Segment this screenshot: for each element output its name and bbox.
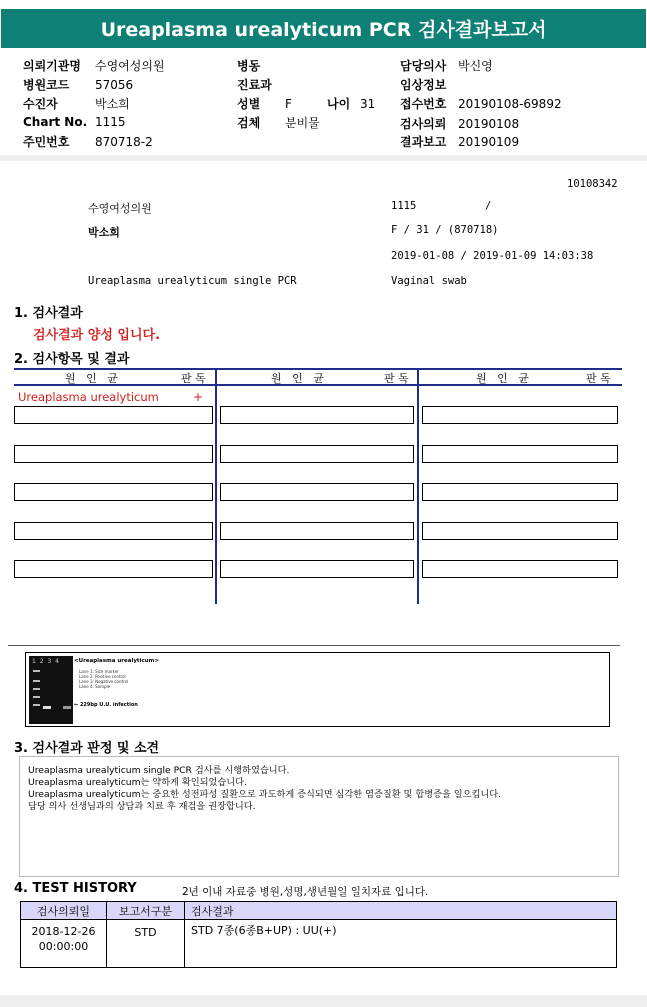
organism-name: Ureaplasma urealyticum (18, 390, 159, 404)
summary-clinic: 수영여성의원 (88, 202, 152, 215)
finding-line: 담당 의사 선생님과의 상담과 치료 후 재검을 권장합니다. (28, 801, 256, 812)
gel-band (33, 704, 40, 706)
history-table (20, 901, 617, 968)
gel-lane-1: Lane 1: Size marker (79, 669, 119, 674)
history-note: 2년 이내 자료중 병원,성명,생년월일 일치자료 입니다. (182, 886, 429, 898)
summary-gender-age: F / 31 / (870718) (391, 224, 499, 236)
header-field-ward: 병동 (237, 59, 261, 73)
header-field-age: 나이 31 (327, 97, 376, 111)
gel-band (33, 696, 40, 698)
gel-band-sample (63, 706, 71, 709)
summary-patient: 박소희 (88, 226, 120, 239)
header-divider (0, 155, 647, 161)
finding-line: Ureaplasma urealyticum single PCR 검사를 시행하였습니다. (28, 765, 290, 776)
summary-specimen: Vaginal swab (391, 275, 467, 287)
gel-title: <Ureaplasma urealyticum> (74, 658, 159, 664)
history-type: STD (107, 920, 185, 968)
gel-band-note: ← 229bp U.U. infection (74, 702, 138, 708)
gel-image-panel (25, 652, 610, 727)
summary-chart-slash: / (485, 200, 492, 212)
header-field-clinical-info: 임상정보 (400, 78, 447, 92)
gel-lane-3: Lane 3: Negative control (79, 679, 129, 684)
col-header-organism-2: 원 인 균 (271, 372, 324, 385)
result-cell (422, 406, 618, 424)
result-cell (14, 522, 213, 540)
col-header-judge-2: 판 독 (384, 372, 409, 385)
gel-band (33, 680, 40, 682)
history-result: STD 7종(6종B+UP) : UU(+) (185, 920, 617, 968)
result-table-divider-1 (215, 368, 217, 604)
result-table-divider-2 (417, 368, 419, 604)
summary-dates: 2019-01-08 / 2019-01-09 14:03:38 (391, 250, 594, 262)
history-time: 00:00:00 (38, 940, 89, 953)
section4-title: 4. TEST HISTORY (14, 881, 137, 896)
summary-chart: 1115 (391, 200, 417, 212)
summary-test-name: Ureaplasma urealyticum single PCR (88, 275, 297, 287)
header-field-hospital-code: 병원코드 57056 (23, 78, 134, 92)
section1-title: 1. 검사결과 (14, 306, 83, 321)
header-field-patient: 수진자 박소희 (23, 97, 130, 111)
header-field-request-date: 검사의뢰 20190108 (400, 117, 520, 131)
finding-line: Ureaplasma urealyticum는 약하게 확인되었습니다. (28, 777, 247, 788)
result-cell (14, 483, 213, 501)
col-header-organism-1: 원 인 균 (65, 372, 118, 385)
table-row (21, 920, 617, 968)
gel-lane-4: Lane 4: Sample (79, 684, 111, 689)
report-code: 10108342 (567, 178, 618, 190)
section-divider (8, 645, 620, 646)
col-header-judge-1: 판 독 (181, 372, 206, 385)
col-header-organism-3: 원 인 균 (476, 372, 529, 385)
report-title: Ureaplasma urealyticum PCR 검사결과보고서 (1, 9, 646, 48)
gel-image (29, 656, 73, 724)
result-cell (220, 445, 414, 463)
result-cell (14, 560, 213, 578)
header-field-chart-no: Chart No. 1115 (23, 115, 126, 129)
header-field-gender: 성별 F (237, 97, 292, 111)
history-header-type: 보고서구분 (107, 902, 185, 920)
header-field-doctor: 담당의사 박신영 (400, 59, 493, 73)
result-cell (422, 483, 618, 501)
result-cell (14, 445, 213, 463)
header-field-department: 진료과 (237, 78, 272, 92)
gel-lane-2: Lane 2: Positive control (79, 674, 126, 679)
organism-judgement: + (193, 390, 204, 404)
gel-lane-numbers: 1 2 3 4 (32, 658, 60, 665)
header-field-report-date: 결과보고 20190109 (400, 135, 520, 149)
result-cell (422, 560, 618, 578)
section2-title: 2. 검사항목 및 결과 (14, 352, 130, 367)
result-cell (422, 522, 618, 540)
header-field-resident-no: 주민번호 870718-2 (23, 135, 153, 149)
history-date: 2018-12-26 (31, 925, 96, 938)
header-field-specimen: 검체 분비물 (237, 116, 320, 130)
result-cell (220, 560, 414, 578)
header-field-clinic: 의뢰기관명 수영여성의원 (23, 59, 165, 73)
result-cell (14, 406, 213, 424)
positive-result-text: 검사결과 양성 입니다. (33, 328, 161, 343)
gel-band-positive (43, 706, 51, 709)
finding-line: Ureaplasma urealyticum는 중요한 성전파성 질환으로 과도하게 증식되면 심각한 염증질환 및 합병증을 일으킵니다. (28, 789, 502, 800)
result-cell (220, 406, 414, 424)
gel-band (33, 670, 40, 672)
header-field-receipt-no: 접수번호 20190108-69892 (400, 97, 562, 111)
result-cell (220, 522, 414, 540)
history-header-date: 검사의뢰일 (21, 902, 107, 920)
history-header-row (21, 902, 617, 920)
history-date-cell (21, 920, 107, 968)
col-header-judge-3: 판 독 (586, 372, 611, 385)
gel-band (33, 688, 40, 690)
history-header-result: 검사결과 (185, 902, 617, 920)
result-cell (220, 483, 414, 501)
result-cell (422, 445, 618, 463)
footer-bar (0, 995, 647, 1007)
findings-box (19, 756, 619, 877)
section3-title: 3. 검사결과 판정 및 소견 (14, 741, 160, 756)
